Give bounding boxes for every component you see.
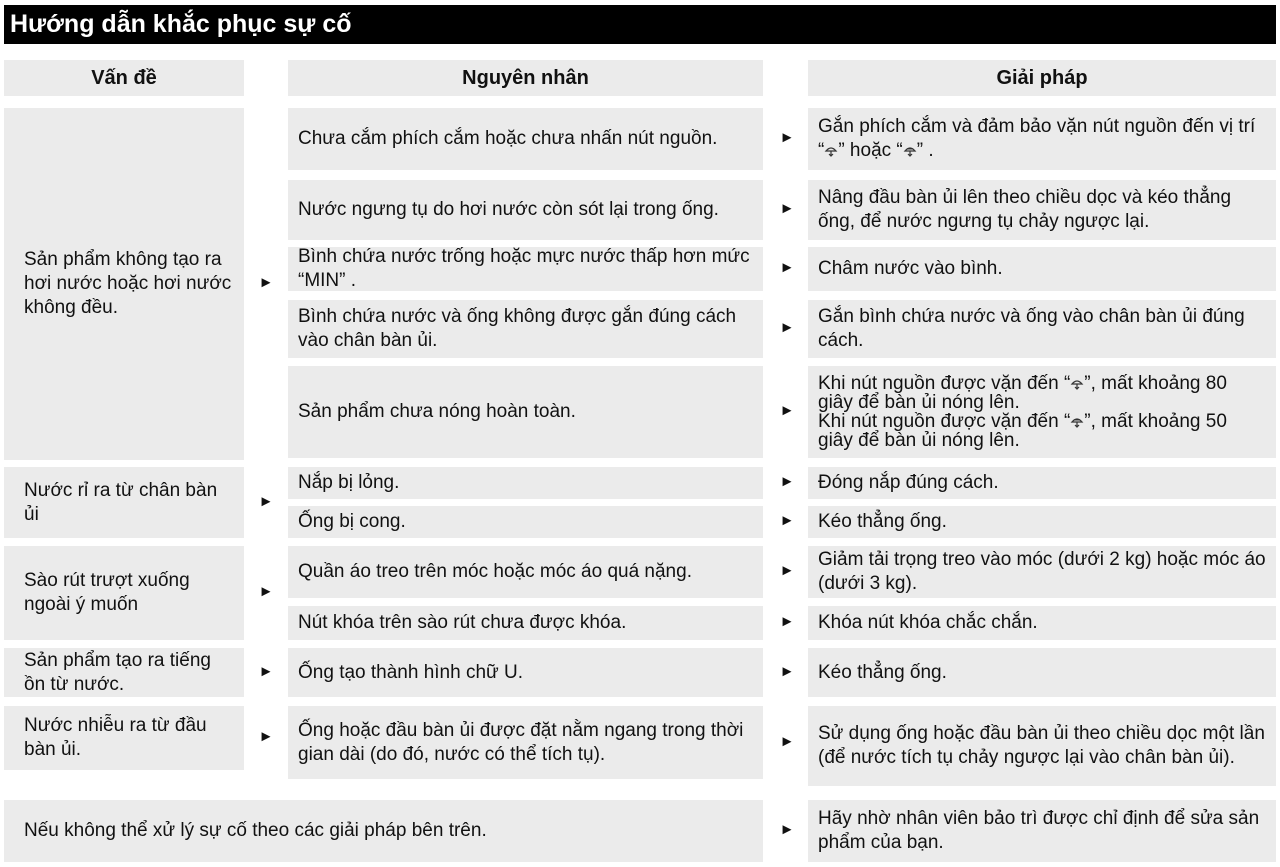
cause-text: Quần áo treo trên móc hoặc móc áo quá nặng. [298, 561, 692, 582]
solution-text [818, 661, 947, 685]
arrow-icon: ► [779, 473, 795, 490]
problem-text: Sào rút trượt xuống ngoài ý muốn [24, 570, 190, 615]
cause-text: Ống tạo thành hình chữ U. [298, 661, 524, 683]
solution-text [818, 471, 999, 495]
arrow-icon: ► [258, 492, 274, 510]
solution-text-part: ” hoặc “ [838, 140, 903, 161]
arrow-icon: ► [779, 319, 795, 336]
solution-cell [808, 648, 1276, 697]
cause-cell [288, 467, 763, 499]
solution-text [818, 115, 1266, 163]
cause-cell [288, 546, 763, 598]
solution-cell [808, 247, 1276, 291]
solution-cell [808, 546, 1276, 598]
solution-text-part: ” . [916, 140, 934, 161]
arrow-icon: ► [258, 728, 274, 745]
final-cause-text: Nếu không thể xử lý sự cố theo các giải pháp bên trên. [24, 820, 487, 841]
arrow-icon: ► [779, 613, 795, 630]
cause-cell [288, 300, 763, 358]
solution-cell [808, 108, 1276, 170]
problem-cell [4, 467, 244, 538]
page-title: Hướng dẫn khắc phục sự cố [4, 5, 1276, 44]
steam-low-icon [1070, 373, 1084, 394]
solution-text-part: Giảm tải trọng treo vào móc (dưới 2 kg) hoặc móc áo (dưới 3 kg). [818, 549, 1266, 594]
cause-cell [288, 180, 763, 240]
arrow-icon: ► [779, 562, 795, 579]
cause-text: Bình chứa nước trống hoặc mực nước thấp hơn mức “MIN” . [298, 246, 750, 291]
solution-text-part: Khi nút nguồn được vặn đến “ [818, 373, 1071, 394]
solution-text [818, 807, 1266, 855]
solution-cell [808, 706, 1276, 786]
cause-text: Nút khóa trên sào rút chưa được khóa. [298, 612, 627, 633]
problem-text: Sản phẩm không tạo ra hơi nước hoặc hơi nước không đều. [24, 249, 232, 318]
problem-text: Sản phẩm tạo ra tiếng ồn từ nước. [24, 649, 211, 695]
problem-text: Nước rỉ ra từ chân bàn ủi [24, 479, 218, 525]
cause-cell [288, 506, 763, 538]
cause-cell [288, 606, 763, 640]
solution-text-part: ”, mất khoảng 50 giây để bàn ủi nóng lên. [818, 411, 1227, 451]
problem-text: Nước nhiễu ra từ đầu bàn ủi. [24, 715, 207, 760]
solution-text-part: Đóng nắp đúng cách. [818, 472, 999, 493]
cause-cell [288, 648, 763, 697]
cause-text: Ống hoặc đầu bàn ủi được đặt nằm ngang trong thời gian dài (do đó, nước có thể tích tụ). [298, 719, 744, 765]
arrow-icon: ► [258, 583, 274, 600]
cause-text: Nước ngưng tụ do hơi nước còn sót lại trong ống. [298, 199, 719, 220]
solution-text-part: Khi nút nguồn được vặn đến “ [818, 411, 1071, 432]
cause-text: Nắp bị lỏng. [298, 472, 400, 493]
steam-high-icon [903, 140, 917, 161]
problem-cell [4, 108, 244, 460]
steam-high-icon [1070, 411, 1084, 432]
problem-cell [4, 648, 244, 697]
cause-cell [288, 366, 763, 458]
solution-text [818, 611, 1038, 635]
solution-text-part: Nâng đầu bàn ủi lên theo chiều dọc và kéo thẳng ống, để nước ngưng tụ chảy ngược lại. [818, 187, 1232, 232]
cause-cell [288, 706, 763, 779]
header-problem: Vấn đề [4, 60, 244, 96]
solution-text-part: Hãy nhờ nhân viên bảo trì được chỉ định để sửa sản phẩm của bạn. [818, 808, 1260, 853]
cause-text: Bình chứa nước và ống không được gắn đúng cách vào chân bàn ủi. [298, 306, 737, 351]
solution-cell [808, 300, 1276, 358]
solution-text [818, 722, 1266, 770]
arrow-icon: ► [779, 732, 795, 750]
problem-cell [4, 546, 244, 640]
cause-cell [288, 108, 763, 170]
arrow-icon: ► [779, 821, 795, 838]
solution-text [818, 510, 947, 534]
solution-cell [808, 606, 1276, 640]
cause-text: Sản phẩm chưa nóng hoàn toàn. [298, 401, 576, 422]
arrow-icon: ► [258, 274, 274, 291]
cause-text: Ống bị cong. [298, 511, 406, 532]
solution-text-part: Kéo thẳng ống. [818, 511, 947, 532]
solution-cell [808, 467, 1276, 499]
arrow-icon: ► [779, 259, 795, 276]
problem-cell [4, 706, 244, 770]
arrow-icon: ► [779, 402, 795, 419]
solution-text-part: Gắn bình chứa nước và ống vào chân bàn ủi đúng cách. [818, 306, 1245, 351]
solution-text [818, 257, 1003, 281]
cause-cell [288, 247, 763, 291]
solution-text-part: Kéo thẳng ống. [818, 661, 947, 683]
solution-text [818, 186, 1266, 234]
solution-cell [808, 366, 1276, 458]
solution-text [818, 305, 1266, 353]
solution-text-part: Khóa nút khóa chắc chắn. [818, 612, 1038, 633]
final-solution-cell [808, 800, 1276, 862]
header-solution: Giải pháp [808, 60, 1276, 96]
arrow-icon: ► [779, 512, 795, 529]
arrow-icon: ► [779, 200, 795, 217]
steam-low-icon [824, 140, 838, 161]
solution-cell [808, 180, 1276, 240]
solution-cell [808, 506, 1276, 538]
solution-text [818, 374, 1266, 450]
header-cause: Nguyên nhân [288, 60, 763, 96]
cause-text: Chưa cắm phích cắm hoặc chưa nhấn nút nguồn. [298, 128, 718, 149]
solution-text-part: Châm nước vào bình. [818, 258, 1003, 279]
solution-text-part: Sử dụng ống hoặc đầu bàn ủi theo chiều dọc một lần (để nước tích tụ chảy ngược lại vào chân bàn ủi). [818, 723, 1265, 768]
solution-text-part: ”, mất khoảng 80 giây để bàn ủi nóng lên. [818, 373, 1227, 413]
solution-text [818, 548, 1266, 596]
arrow-icon: ► [779, 662, 795, 680]
solution-text-part: Gắn phích cắm và đảm bảo vặn nút nguồn đến vị trí “ [818, 116, 1256, 161]
final-cause-cell [4, 800, 763, 862]
arrow-icon: ► [258, 662, 274, 680]
arrow-icon: ► [779, 129, 795, 146]
